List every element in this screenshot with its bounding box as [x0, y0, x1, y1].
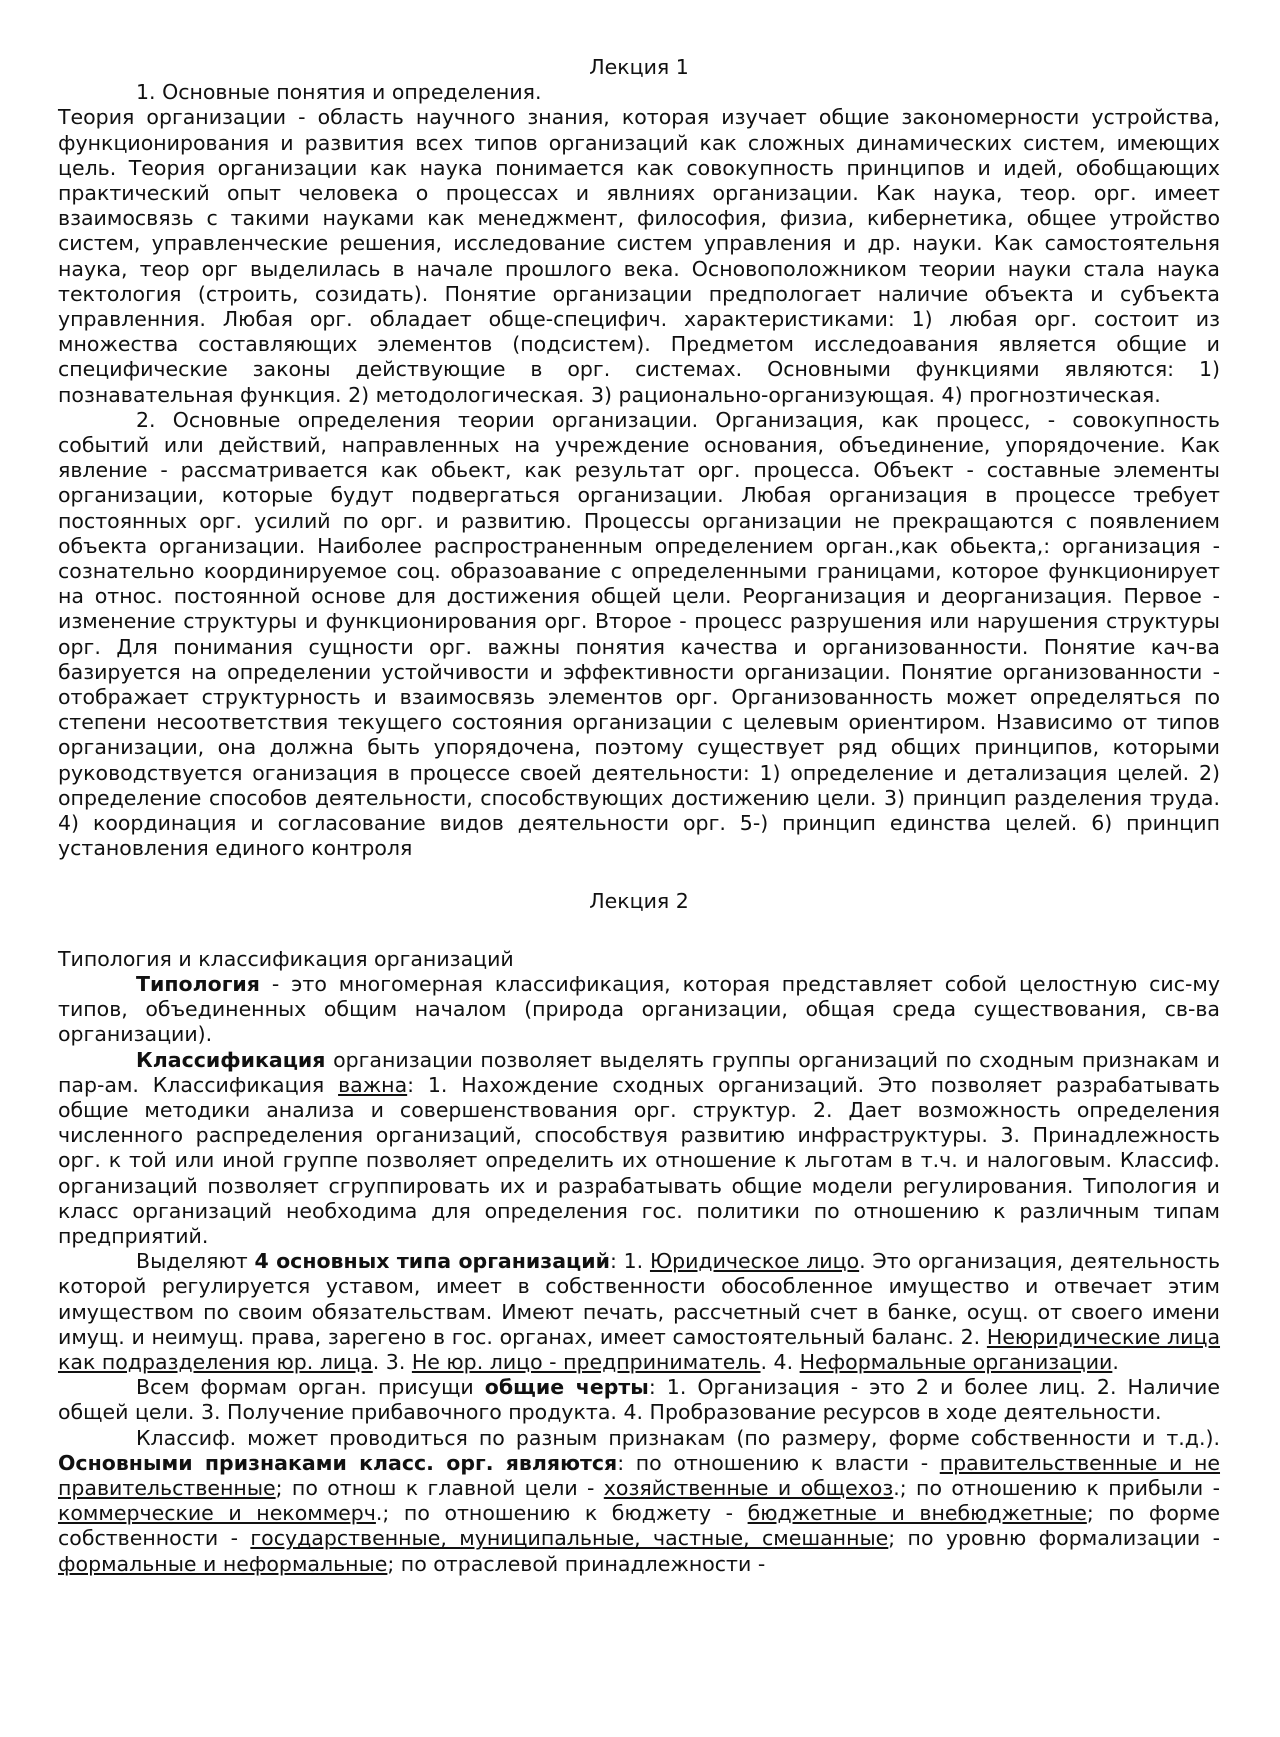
- features-text: : 1. Организация - это 2 и более лиц. 2. Наличие общей цели. 3. Получение прибавочного продукта. 4. Пробразование ресурсов в ходе деятельности.: [58, 1375, 1220, 1425]
- classification-term: Классификация: [136, 1047, 326, 1072]
- criteria-formalization: формальные и неформальные: [58, 1551, 388, 1576]
- lecture-1-title: Лекция 1: [589, 55, 689, 79]
- type-legal-entity: Юридическое лицо: [649, 1249, 860, 1274]
- types-text-5: .: [1112, 1349, 1119, 1374]
- criteria-text-2: ; по отнош к главной цели -: [275, 1475, 604, 1500]
- types-text-3: . 3.: [372, 1349, 412, 1374]
- criteria-economic: хозяйственные и общехоз: [603, 1475, 894, 1500]
- criteria-ownership: государственные, муниципальные, частные, смешанные: [250, 1526, 889, 1551]
- typology-text: - это многомерная классификация, которая представляет собой целостную сис-му типов, объединенных общим началом (природа организации, общая среда существования, св-ва организации).: [58, 971, 1220, 1047]
- lecture-2-title: Лекция 2: [589, 888, 689, 913]
- spacer: [58, 914, 1220, 947]
- type-informal-organizations: Неформальные организации: [799, 1349, 1113, 1374]
- criteria-text-7: ; по отраслевой принадлежности -: [387, 1551, 766, 1576]
- criteria-lead: Классиф. может проводиться по разным признакам (по размеру, форме собственности и т.д.).: [136, 1425, 1220, 1450]
- criteria-text-4: .; по отношению к бюджету -: [375, 1501, 748, 1526]
- classification-text-b: : 1. Нахождение сходных организаций. Это позволяет разрабатывать общие методики анализа и совершенствования орг. структур. 2. Дает возможность определения численного распределения организаций, способствуя развитию инфраструктуры. 3. Принадлежность орг. к той или иной группе позволяет определить их отношение к льготам в т.ч. и налоговым. Классиф. организаций позволяет сгруппировать их и разрабатывать общие модели регулирования. Типология и класс организаций необходима для определения гос. политики по отношению к различным типам предприятий.: [58, 1072, 1220, 1248]
- section-1-heading: 1. Основные понятия и определения.: [136, 80, 542, 105]
- criteria-budget: бюджетные и внебюджетные: [747, 1501, 1087, 1526]
- important-underlined: важна: [338, 1072, 408, 1097]
- criteria-commercial: коммерческие и некоммерч: [58, 1501, 376, 1526]
- types-paragraph: [58, 1249, 1220, 1375]
- features-lead: Всем формам орган. присущи: [136, 1375, 485, 1400]
- types-text-1: : 1.: [609, 1249, 650, 1274]
- types-bold: 4 основных типа организаций: [254, 1249, 610, 1274]
- classification-text-a: организации позволяет выделять группы организаций по сходным признакам и пар-ам. Классификация: [58, 1047, 1220, 1097]
- criteria-text-1: : по отношению к власти -: [617, 1450, 940, 1475]
- criteria-bold: Основными признаками класс. орг. являются: [58, 1450, 618, 1475]
- lecture-1-paragraph-1: Теория организации - область научного знания, которая изучает общие закономерности устройства, функционирования и развития всех типов организаций как сложных динамических систем, имеющих цель. Теория организации как наука понимается как совокупность принципов и идей, обобщающих практический опыт человека о процессах и явлниях организации. Как наука, теор. орг. имеет взаимосвязь с такими науками как менеджмент, философия, физиа, кибернетика, общее утройство систем, управленческие решения, исследование систем управления и др. науки. Как самостоятельня наука, теор орг выделилась в начале прошлого века. Основоположником теории науки стала наука тектология (строить, созидать). Понятие организации предпологает наличие объекта и субъекта управленния. Любая орг. обладает обще-специфич. характеристиками: 1) любая орг. состоит из множества составляющих элементов (подсистем). Предметом исследоавания является общие и специфические законы действующие в орг. системах. Основными функциями являются: 1) познавательная функция. 2) методологическая. 3) рационально-организующая. 4) прогнозтическая.: [58, 105, 1220, 407]
- criteria-text-3: .; по отношению к прибыли -: [893, 1475, 1221, 1500]
- type-entrepreneur: Не юр. лицо - предприниматель: [411, 1349, 761, 1374]
- types-text-2: . Это организация, деятельность которой регулируется уставом, имеет в собственности обособленное имущество и отвечает этим имуществом по своим обязательствам. Имеют печать, рассчетный счет в банке, осущ. от своего имени имущ. и неимущ. права, зарегено в гос. органах, имеет самостоятельный баланс. 2.: [58, 1249, 1221, 1349]
- criteria-text-6: ; по уровню формализации -: [888, 1526, 1221, 1551]
- lecture-1-paragraph-2: 2. Основные определения теории организации. Организация, как процесс, - совокупность событий или действий, направленных на учреждение основания, объединение, упорядочение. Как явление - рассматривается как обьект, как результат орг. процесса. Объект - составные элементы организации, которые будут подвергаться организации. Любая организация в процессе требует постоянных орг. усилий по орг. и развитию. Процессы организации не прекращаются с появлением объекта организации. Наиболее распространенным определением орган.,как обьекта,: организация - сознательно координируемое соц. образоавание с определенными границами, которое функционирует на относ. постоянной основе для достижения общей цели. Реорганизация и деорганизация. Первое - изменение структуры и функционирования орг. Второе - процесс разрушения или нарушения структуры орг. Для понимания сущности орг. важны понятия качества и организованности. Понятие кач-ва базируется на определении устойчивости и эффективности организации. Понятие организованности - отображает структурность и взаимосвязь элементов орг. Организованность может определяться по степени несоответствия текущего состояния организации с целевым ориентиром. Нзависимо от типов организации, она должна быть упорядочена, поэтому существует ряд общих принципов, которыми руководствуется оганизация в процессе своей деятельности: 1) определение и детализация целей. 2) определение способов деятельности, способствующих достижению цели. 3) принцип разделения труда. 4) координация и согласование видов деятельности орг. 5-) принцип единства цeлей. 6) принцип установления единого контроля: [58, 407, 1220, 861]
- criteria-text-5: ; по форме собственности -: [58, 1501, 1221, 1551]
- features-paragraph: [58, 1375, 1220, 1425]
- spacer: [58, 862, 1220, 889]
- criteria-paragraph: [58, 1426, 1220, 1577]
- typology-paragraph: [58, 972, 1220, 1048]
- types-text-4: . 4.: [760, 1349, 800, 1374]
- criteria-government: правительственные и не правительственные: [58, 1450, 1221, 1500]
- features-bold: общие черты: [484, 1375, 649, 1400]
- lecture-2-topic: Типология и классификация организаций: [58, 946, 514, 971]
- types-lead: Выделяют: [136, 1249, 255, 1274]
- type-non-legal-subdivisions: Неюридические лица как подразделения юр. лица: [58, 1324, 1221, 1374]
- typology-term: Типология: [136, 971, 260, 996]
- classification-paragraph: [58, 1048, 1220, 1250]
